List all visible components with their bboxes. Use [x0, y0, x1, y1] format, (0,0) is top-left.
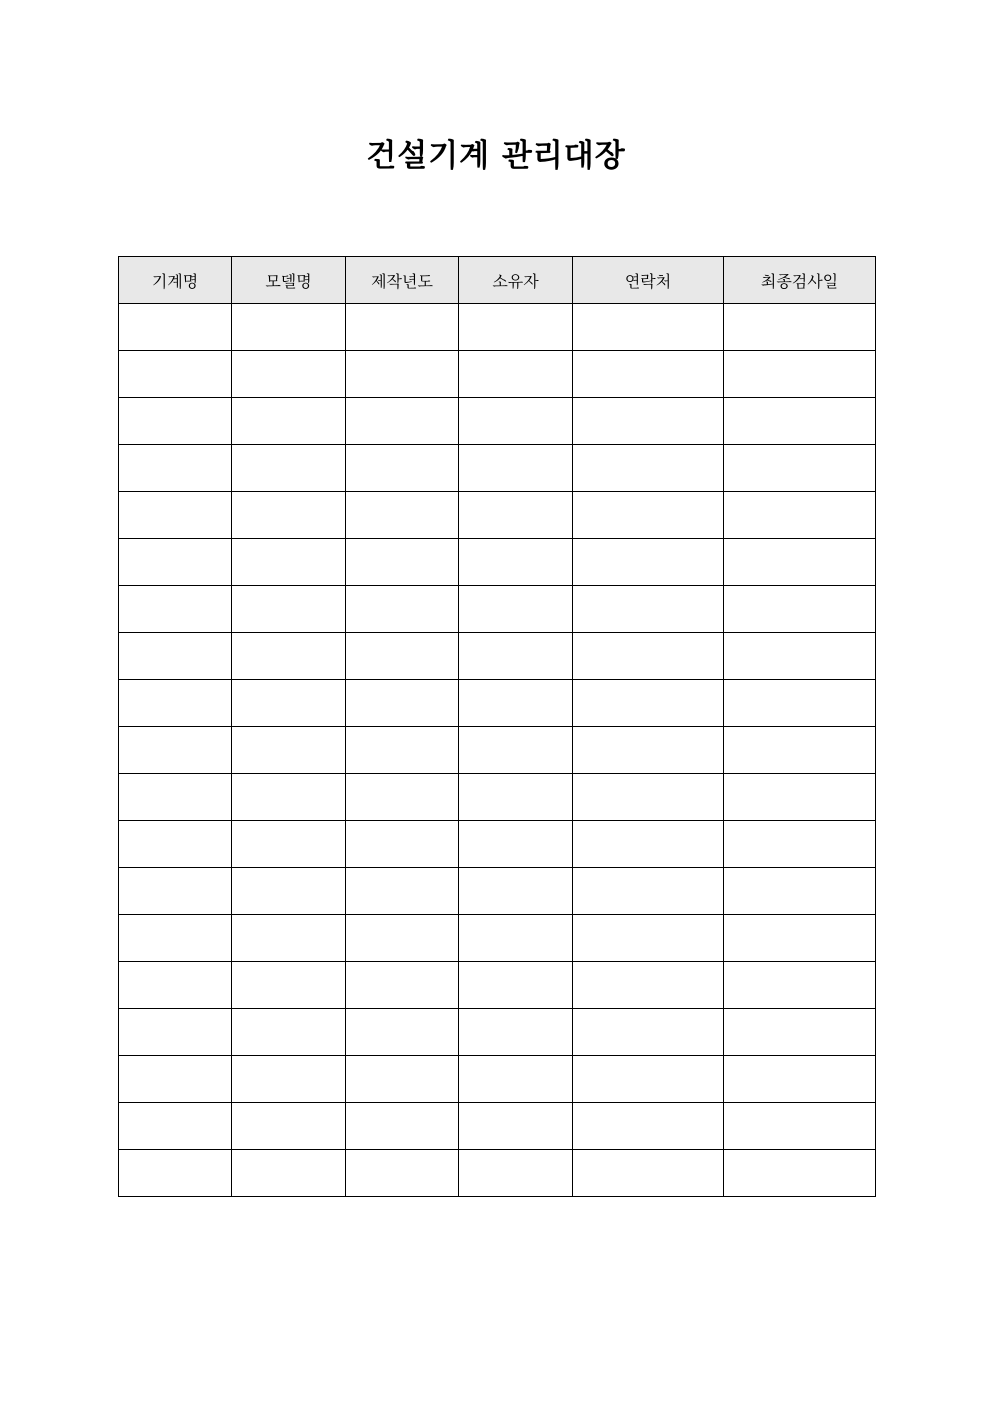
cell-contact[interactable] — [573, 774, 724, 821]
cell-contact[interactable] — [573, 539, 724, 586]
cell-last-inspection-date[interactable] — [724, 915, 876, 962]
cell-model-name[interactable] — [232, 1009, 346, 1056]
cell-contact[interactable] — [573, 915, 724, 962]
cell-manufacture-year[interactable] — [346, 821, 459, 868]
cell-last-inspection-date[interactable] — [724, 1150, 876, 1197]
header-last-inspection-date: 최종검사일 — [724, 257, 876, 304]
table-row — [119, 351, 876, 398]
cell-owner[interactable] — [459, 1150, 573, 1197]
cell-manufacture-year[interactable] — [346, 351, 459, 398]
cell-contact[interactable] — [573, 304, 724, 351]
cell-machine-name[interactable] — [119, 915, 232, 962]
cell-machine-name[interactable] — [119, 492, 232, 539]
cell-last-inspection-date[interactable] — [724, 304, 876, 351]
cell-machine-name[interactable] — [119, 727, 232, 774]
cell-last-inspection-date[interactable] — [724, 680, 876, 727]
cell-model-name[interactable] — [232, 304, 346, 351]
cell-last-inspection-date[interactable] — [724, 774, 876, 821]
table-body — [119, 304, 876, 1197]
page-title: 건설기계 관리대장 — [366, 138, 626, 174]
table-row — [119, 633, 876, 680]
cell-contact[interactable] — [573, 633, 724, 680]
cell-manufacture-year[interactable] — [346, 680, 459, 727]
header-model-name: 모델명 — [232, 257, 346, 304]
table-row — [119, 962, 876, 1009]
cell-model-name[interactable] — [232, 492, 346, 539]
cell-last-inspection-date[interactable] — [724, 962, 876, 1009]
cell-machine-name[interactable] — [119, 1056, 232, 1103]
cell-manufacture-year[interactable] — [346, 727, 459, 774]
cell-contact[interactable] — [573, 962, 724, 1009]
cell-manufacture-year[interactable] — [346, 398, 459, 445]
table-row — [119, 1009, 876, 1056]
table-row — [119, 915, 876, 962]
cell-model-name[interactable] — [232, 351, 346, 398]
cell-model-name[interactable] — [232, 1150, 346, 1197]
cell-model-name[interactable] — [232, 586, 346, 633]
cell-last-inspection-date[interactable] — [724, 539, 876, 586]
cell-owner[interactable] — [459, 774, 573, 821]
cell-owner[interactable] — [459, 962, 573, 1009]
header-manufacture-year: 제작년도 — [346, 257, 459, 304]
cell-manufacture-year[interactable] — [346, 1150, 459, 1197]
cell-machine-name[interactable] — [119, 539, 232, 586]
cell-owner[interactable] — [459, 727, 573, 774]
cell-last-inspection-date[interactable] — [724, 1009, 876, 1056]
cell-last-inspection-date[interactable] — [724, 727, 876, 774]
cell-last-inspection-date[interactable] — [724, 868, 876, 915]
cell-model-name[interactable] — [232, 868, 346, 915]
cell-manufacture-year[interactable] — [346, 1103, 459, 1150]
cell-owner[interactable] — [459, 1009, 573, 1056]
cell-owner[interactable] — [459, 1056, 573, 1103]
header-machine-name: 기계명 — [119, 257, 232, 304]
cell-contact[interactable] — [573, 1009, 724, 1056]
cell-last-inspection-date[interactable] — [724, 492, 876, 539]
cell-last-inspection-date[interactable] — [724, 445, 876, 492]
cell-machine-name[interactable] — [119, 398, 232, 445]
cell-owner[interactable] — [459, 304, 573, 351]
cell-machine-name[interactable] — [119, 1150, 232, 1197]
table-row — [119, 821, 876, 868]
cell-contact[interactable] — [573, 727, 724, 774]
cell-manufacture-year[interactable] — [346, 774, 459, 821]
cell-machine-name[interactable] — [119, 586, 232, 633]
table-row — [119, 445, 876, 492]
table-row — [119, 1150, 876, 1197]
cell-manufacture-year[interactable] — [346, 868, 459, 915]
cell-contact[interactable] — [573, 398, 724, 445]
cell-model-name[interactable] — [232, 633, 346, 680]
cell-model-name[interactable] — [232, 915, 346, 962]
table-row — [119, 680, 876, 727]
cell-last-inspection-date[interactable] — [724, 821, 876, 868]
cell-owner[interactable] — [459, 398, 573, 445]
cell-machine-name[interactable] — [119, 304, 232, 351]
cell-model-name[interactable] — [232, 1103, 346, 1150]
cell-model-name[interactable] — [232, 962, 346, 1009]
cell-owner[interactable] — [459, 680, 573, 727]
cell-owner[interactable] — [459, 868, 573, 915]
cell-owner[interactable] — [459, 351, 573, 398]
cell-manufacture-year[interactable] — [346, 633, 459, 680]
cell-model-name[interactable] — [232, 539, 346, 586]
cell-contact[interactable] — [573, 351, 724, 398]
table-row — [119, 1103, 876, 1150]
cell-model-name[interactable] — [232, 680, 346, 727]
cell-owner[interactable] — [459, 633, 573, 680]
cell-last-inspection-date[interactable] — [724, 398, 876, 445]
cell-machine-name[interactable] — [119, 1009, 232, 1056]
cell-model-name[interactable] — [232, 445, 346, 492]
cell-model-name[interactable] — [232, 398, 346, 445]
table-row — [119, 398, 876, 445]
cell-contact[interactable] — [573, 821, 724, 868]
cell-manufacture-year[interactable] — [346, 304, 459, 351]
cell-contact[interactable] — [573, 680, 724, 727]
cell-contact[interactable] — [573, 868, 724, 915]
cell-last-inspection-date[interactable] — [724, 1103, 876, 1150]
cell-contact[interactable] — [573, 1056, 724, 1103]
cell-machine-name[interactable] — [119, 821, 232, 868]
cell-machine-name[interactable] — [119, 445, 232, 492]
cell-contact[interactable] — [573, 492, 724, 539]
equipment-ledger-table — [118, 256, 876, 1197]
table-row — [119, 774, 876, 821]
table-row — [119, 539, 876, 586]
cell-owner[interactable] — [459, 821, 573, 868]
cell-manufacture-year[interactable] — [346, 586, 459, 633]
cell-machine-name[interactable] — [119, 1103, 232, 1150]
cell-machine-name[interactable] — [119, 680, 232, 727]
cell-owner[interactable] — [459, 539, 573, 586]
cell-machine-name[interactable] — [119, 633, 232, 680]
table-row — [119, 868, 876, 915]
cell-machine-name[interactable] — [119, 351, 232, 398]
cell-manufacture-year[interactable] — [346, 1009, 459, 1056]
table-row — [119, 1056, 876, 1103]
cell-model-name[interactable] — [232, 821, 346, 868]
table-row — [119, 492, 876, 539]
cell-last-inspection-date[interactable] — [724, 351, 876, 398]
cell-contact[interactable] — [573, 445, 724, 492]
table-header-row — [119, 257, 876, 304]
table-row — [119, 586, 876, 633]
table-row — [119, 727, 876, 774]
cell-owner[interactable] — [459, 915, 573, 962]
cell-model-name[interactable] — [232, 774, 346, 821]
cell-contact[interactable] — [573, 586, 724, 633]
cell-manufacture-year[interactable] — [346, 445, 459, 492]
cell-manufacture-year[interactable] — [346, 539, 459, 586]
cell-last-inspection-date[interactable] — [724, 1056, 876, 1103]
cell-last-inspection-date[interactable] — [724, 633, 876, 680]
cell-machine-name[interactable] — [119, 774, 232, 821]
cell-manufacture-year[interactable] — [346, 1056, 459, 1103]
table-row — [119, 304, 876, 351]
cell-owner[interactable] — [459, 445, 573, 492]
cell-owner[interactable] — [459, 492, 573, 539]
cell-model-name[interactable] — [232, 727, 346, 774]
cell-owner[interactable] — [459, 586, 573, 633]
cell-contact[interactable] — [573, 1150, 724, 1197]
cell-machine-name[interactable] — [119, 962, 232, 1009]
cell-last-inspection-date[interactable] — [724, 586, 876, 633]
header-contact: 연락처 — [573, 257, 724, 304]
cell-manufacture-year[interactable] — [346, 492, 459, 539]
cell-manufacture-year[interactable] — [346, 962, 459, 1009]
header-owner: 소유자 — [459, 257, 573, 304]
cell-model-name[interactable] — [232, 1056, 346, 1103]
cell-contact[interactable] — [573, 1103, 724, 1150]
cell-manufacture-year[interactable] — [346, 915, 459, 962]
cell-owner[interactable] — [459, 1103, 573, 1150]
cell-machine-name[interactable] — [119, 868, 232, 915]
